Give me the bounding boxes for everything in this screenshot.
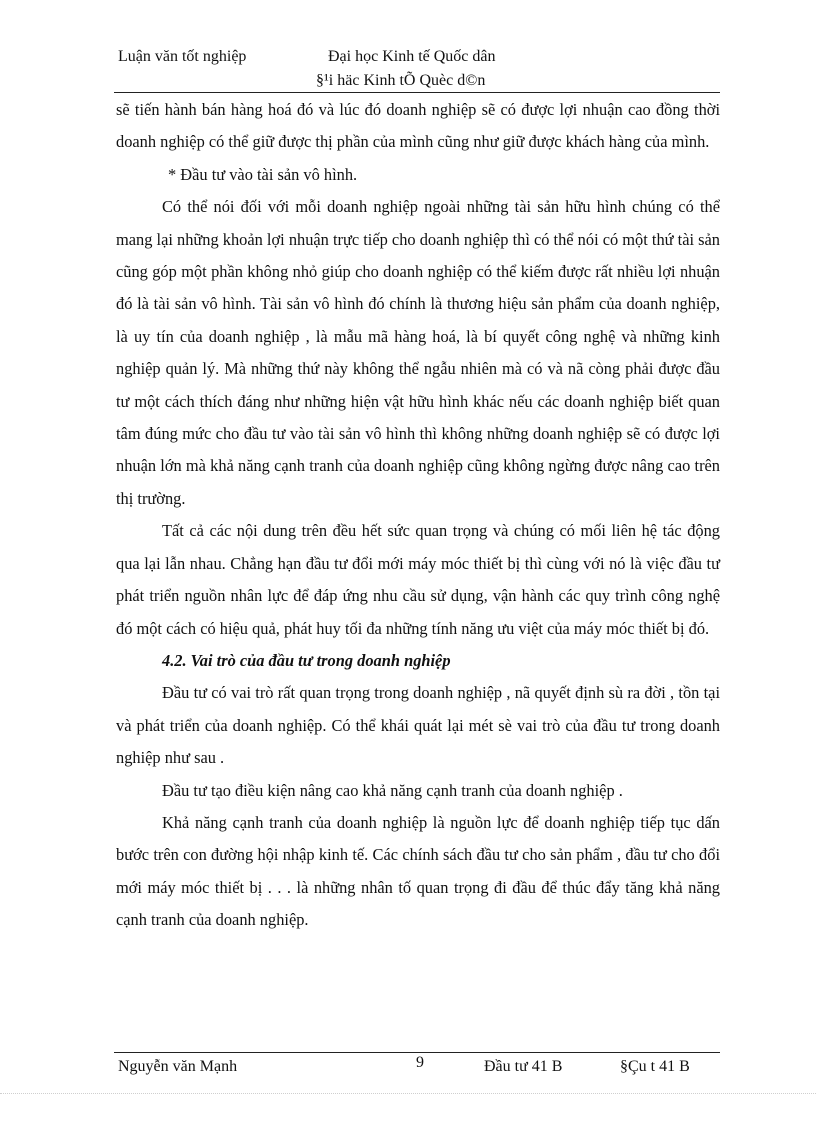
paragraph-intangible-assets: Có thể nói đối với mỗi doanh nghiệp ngoài những tài sản hữu hình chúng có thể mang lại những khoản lợi nhuận trực tiếp cho doanh nghiệp thì có thể nói có một thứ tài sản cũng góp một phần không nhỏ giúp cho doanh nghiệp có thể kiếm được rất nhiều lợi nhuận đó là tài sản vô hình. Tài sản vô hình đó chính là thương hiệu sản phẩm của doanh nghiệp, là uy tín của doanh nghiệp , là mẫu mã hàng hoá, là bí quyết công nghệ và những kinh nghiệp quản lý. Mà những thứ này không thể ngẫu nhiên mà có và nã còng phải được đầu tư một cách thích đáng như những hiện vật hữu hình khác nếu các doanh nghiệp biết quan tâm đúng mức cho đầu tư vào tài sản vô hình thì không những doanh nghiệp sẽ có được lợi nhuận lớn mà khả năng cạnh tranh của doanh nghiệp cũng không ngừng được nâng cao trên thị trường. [116, 197, 720, 508]
section-heading-4-2: 4.2. Vai trò của đầu tư trong doanh nghiệp [162, 650, 451, 670]
paragraph-continuation: sẽ tiến hành bán hàng hoá đó và lúc đó doanh nghiệp sẽ có được lợi nhuận cao đồng thời doanh nghiệp có thể giữ được thị phần của mình cũng như giữ được khách hàng của mình. [116, 100, 720, 152]
paragraph-competitiveness-lead: Đầu tư tạo điều kiện nâng cao khả năng cạnh tranh của doanh nghiệp . [162, 780, 623, 800]
bullet-intangible-assets: * Đầu tư vào tài sản vô hình. [168, 164, 358, 184]
page-number: 9 [416, 1054, 424, 1071]
footer-class-garbled: §Çu t 41 B [620, 1058, 690, 1075]
paragraph-interrelation: Tất cả các nội dung trên đều hết sức quan trọng và chúng có mối liên hệ tác động qua lại lẫn nhau. Chẳng hạn đầu tư đổi mới máy móc thiết bị thì cùng với nó là việc đầu tư phát triển nguồn nhân lực để đáp ứng nhu cầu sử dụng, vận hành các quy trình công nghệ đó một cách có hiệu quả, phát huy tối đa những tính năng ưu việt của máy móc thiết bị đó. [116, 521, 720, 638]
paragraph-competitiveness: Khả năng cạnh tranh của doanh nghiệp là nguồn lực để doanh nghiệp tiếp tục dấn bước trên con đường hội nhập kinh tế. Các chính sách đầu tư cho sản phẩm , đầu tư cho đổi mới máy móc thiết bị . . . là những nhân tố quan trọng đi đầu để thúc đẩy tăng khả năng cạnh tranh của doanh nghiệp. [116, 812, 720, 930]
header-university-garbled: §¹i häc Kinh tÕ Quèc d©n [316, 72, 486, 89]
paragraph-role-of-investment: Đầu tư có vai trò rất quan trọng trong doanh nghiệp , nã quyết định sù ra đời , tồn tại và phát triển của doanh nghiệp. Có thể khái quát lại mét sè vai trò của đầu tư trong doanh nghiệp như sau . [116, 683, 720, 768]
header-thesis-label: Luận văn tốt nghiệp [118, 48, 247, 65]
footer-class: Đầu tư 41 B [484, 1058, 563, 1075]
body-text [116, 94, 720, 937]
footer-author: Nguyễn văn Mạnh [118, 1058, 238, 1075]
header-divider [114, 92, 720, 93]
page-edge-divider [0, 1093, 816, 1094]
footer-divider [114, 1052, 720, 1053]
header-university: Đại học Kinh tế Quốc dân [328, 48, 496, 65]
